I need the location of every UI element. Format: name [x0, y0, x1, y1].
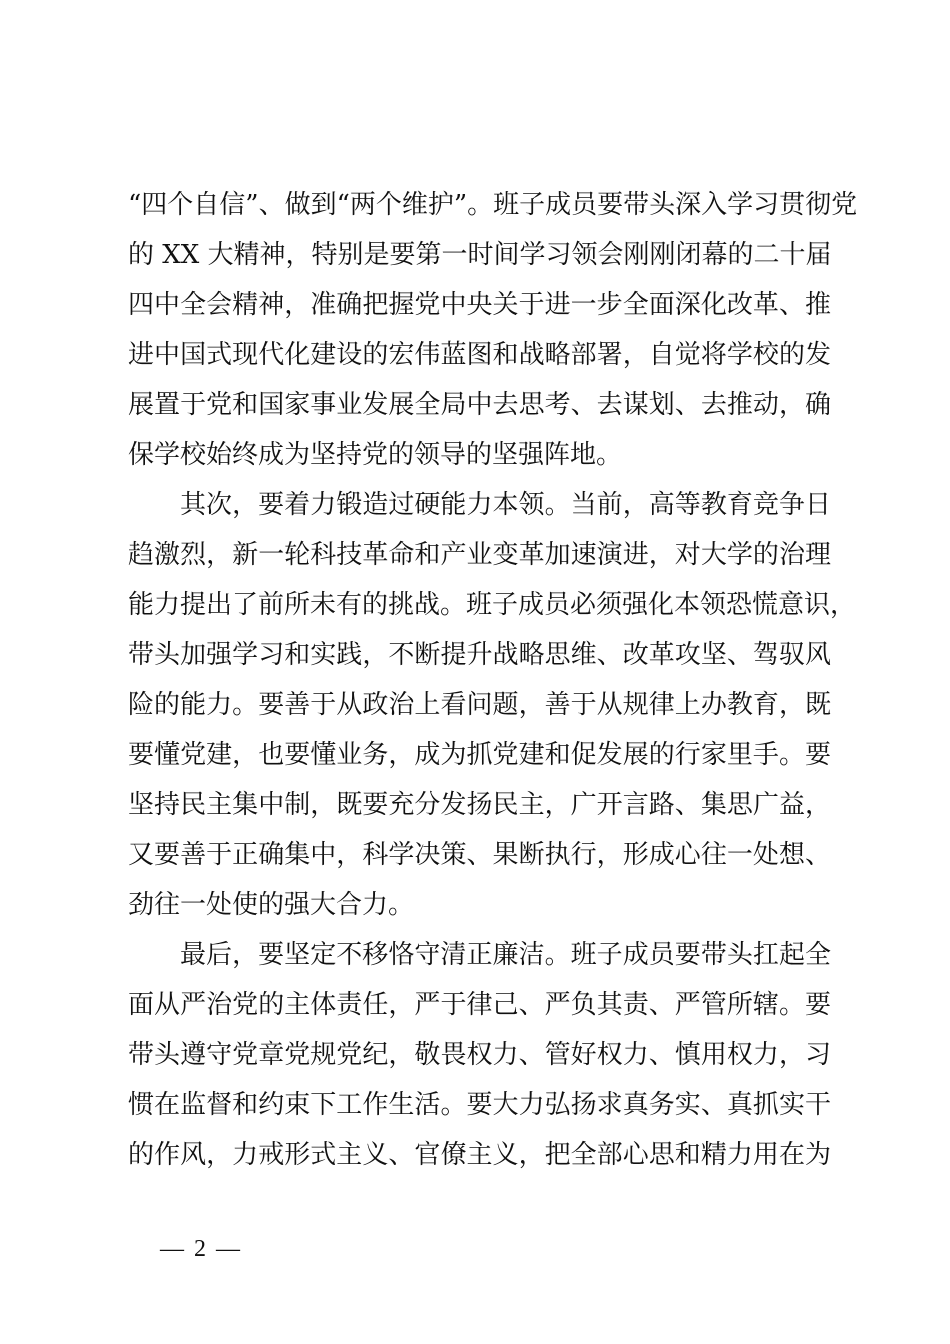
text-line: 的 XX 大精神，特别是要第一时间学习领会刚刚闭幕的二十届: [128, 240, 832, 270]
paragraph-final: [128, 930, 831, 1180]
page-number: — 2 —: [160, 1236, 242, 1262]
paragraph-second: [128, 480, 857, 930]
text-line: 惯在监督和约束下工作生活。要大力弘扬求真务实、真抓实干: [128, 1090, 831, 1120]
text-line: 坚持民主集中制，既要充分发扬民主，广开言路、集思广益，: [128, 790, 831, 820]
text-line: 保学校始终成为坚持党的领导的坚强阵地。: [128, 440, 623, 470]
text-line: 劲往一处使的强大合力。: [128, 890, 415, 920]
paragraph-continued: [128, 180, 858, 480]
text-line: 面从严治党的主体责任，严于律己、严负其责、严管所辖。要: [128, 990, 831, 1020]
text-line: 的作风，力戒形式主义、官僚主义，把全部心思和精力用在为: [128, 1140, 831, 1170]
text-line: 险的能力。要善于从政治上看问题，善于从规律上办教育，既: [128, 690, 831, 720]
text-line: 趋激烈，新一轮科技革命和产业变革加速演进，对大学的治理: [128, 540, 831, 570]
text-line: 最后，要坚定不移恪守清正廉洁。班子成员要带头扛起全: [180, 940, 831, 970]
text-line: 能力提出了前所未有的挑战。班子成员必须强化本领恐慌意识，: [128, 590, 857, 620]
text-line: 又要善于正确集中，科学决策、果断执行，形成心往一处想、: [128, 840, 831, 870]
text-line: 四中全会精神，准确把握党中央关于进一步全面深化改革、推: [128, 290, 831, 320]
text-line: 要懂党建，也要懂业务，成为抓党建和促发展的行家里手。要: [128, 740, 831, 770]
document-body: [128, 180, 858, 1180]
text-line: 进中国式现代化建设的宏伟蓝图和战略部署，自觉将学校的发: [128, 340, 831, 370]
text-line: 展置于党和国家事业发展全局中去思考、去谋划、去推动，确: [128, 390, 831, 420]
text-line: 其次，要着力锻造过硬能力本领。当前，高等教育竞争日: [180, 490, 831, 520]
text-line: “四个自信”、做到“两个维护”。班子成员要带头深入学习贯彻党: [128, 190, 858, 220]
text-line: 带头加强学习和实践，不断提升战略思维、改革攻坚、驾驭风: [128, 640, 831, 670]
text-line: 带头遵守党章党规党纪，敬畏权力、管好权力、慎用权力，习: [128, 1040, 831, 1070]
